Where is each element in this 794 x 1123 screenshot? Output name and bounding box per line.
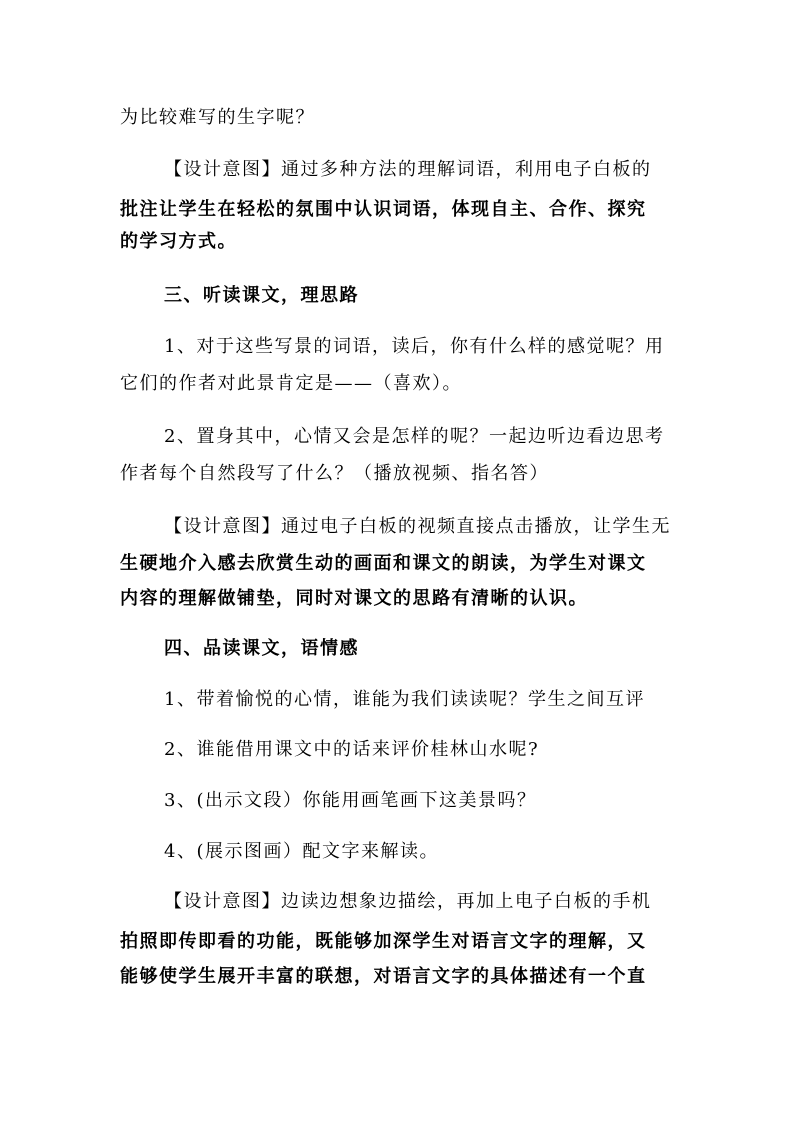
paragraph-line: 3、(出示文段）你能用画笔画下这美景吗？: [164, 790, 537, 811]
paragraph-line: 1、对于这些写景的词语，读后，你有什么样的感觉呢？用: [164, 336, 665, 357]
design-intent-paragraph-line: 能够使学生展开丰富的联想，对语言文字的具体描述有一个直: [120, 966, 647, 987]
design-intent-paragraph-line: 的学习方式。: [120, 231, 237, 252]
paragraph-line: 2、谁能借用课文中的话来评价桂林山水呢?: [164, 739, 540, 760]
design-intent-paragraph-line: 生硬地介入感去欣赏生动的画面和课文的朗读，为学生对课文: [120, 553, 647, 574]
section-heading: 三、听读课文，理思路: [164, 285, 359, 306]
design-intent-paragraph-line: 内容的理解做铺垫，同时对课文的思路有清晰的认识。: [120, 588, 588, 609]
design-intent-paragraph-line: 【设计意图】边读边想象边描绘，再加上电子白板的手机: [164, 891, 652, 912]
paragraph-line: 作者每个自然段写了什么？（播放视频、指名答）: [120, 463, 549, 484]
paragraph-line: 为比较难写的生字呢？: [120, 107, 315, 128]
design-intent-paragraph-line: 批注让学生在轻松的氛围中认识词语，体现自主、合作、探究: [120, 199, 647, 220]
design-intent-paragraph-line: 【设计意图】通过多种方法的理解词语，利用电子白板的: [164, 159, 652, 180]
design-intent-paragraph-line: 【设计意图】通过电子白板的视频直接点击播放，让学生无: [164, 516, 671, 537]
design-intent-paragraph-line: 拍照即传即看的功能，既能够加深学生对语言文字的理解，又: [120, 931, 647, 952]
paragraph-line: 它们的作者对此景肯定是——（喜欢）。: [120, 373, 462, 394]
paragraph-line: 4、(展示图画）配文字来解读。: [164, 841, 439, 862]
paragraph-line: 1、带着愉悦的心情，谁能为我们读读呢？学生之间互评: [164, 689, 645, 710]
section-heading: 四、品读课文，语情感: [164, 638, 359, 659]
paragraph-line: 2、置身其中，心情又会是怎样的呢？一起边听边看边思考: [164, 426, 665, 447]
